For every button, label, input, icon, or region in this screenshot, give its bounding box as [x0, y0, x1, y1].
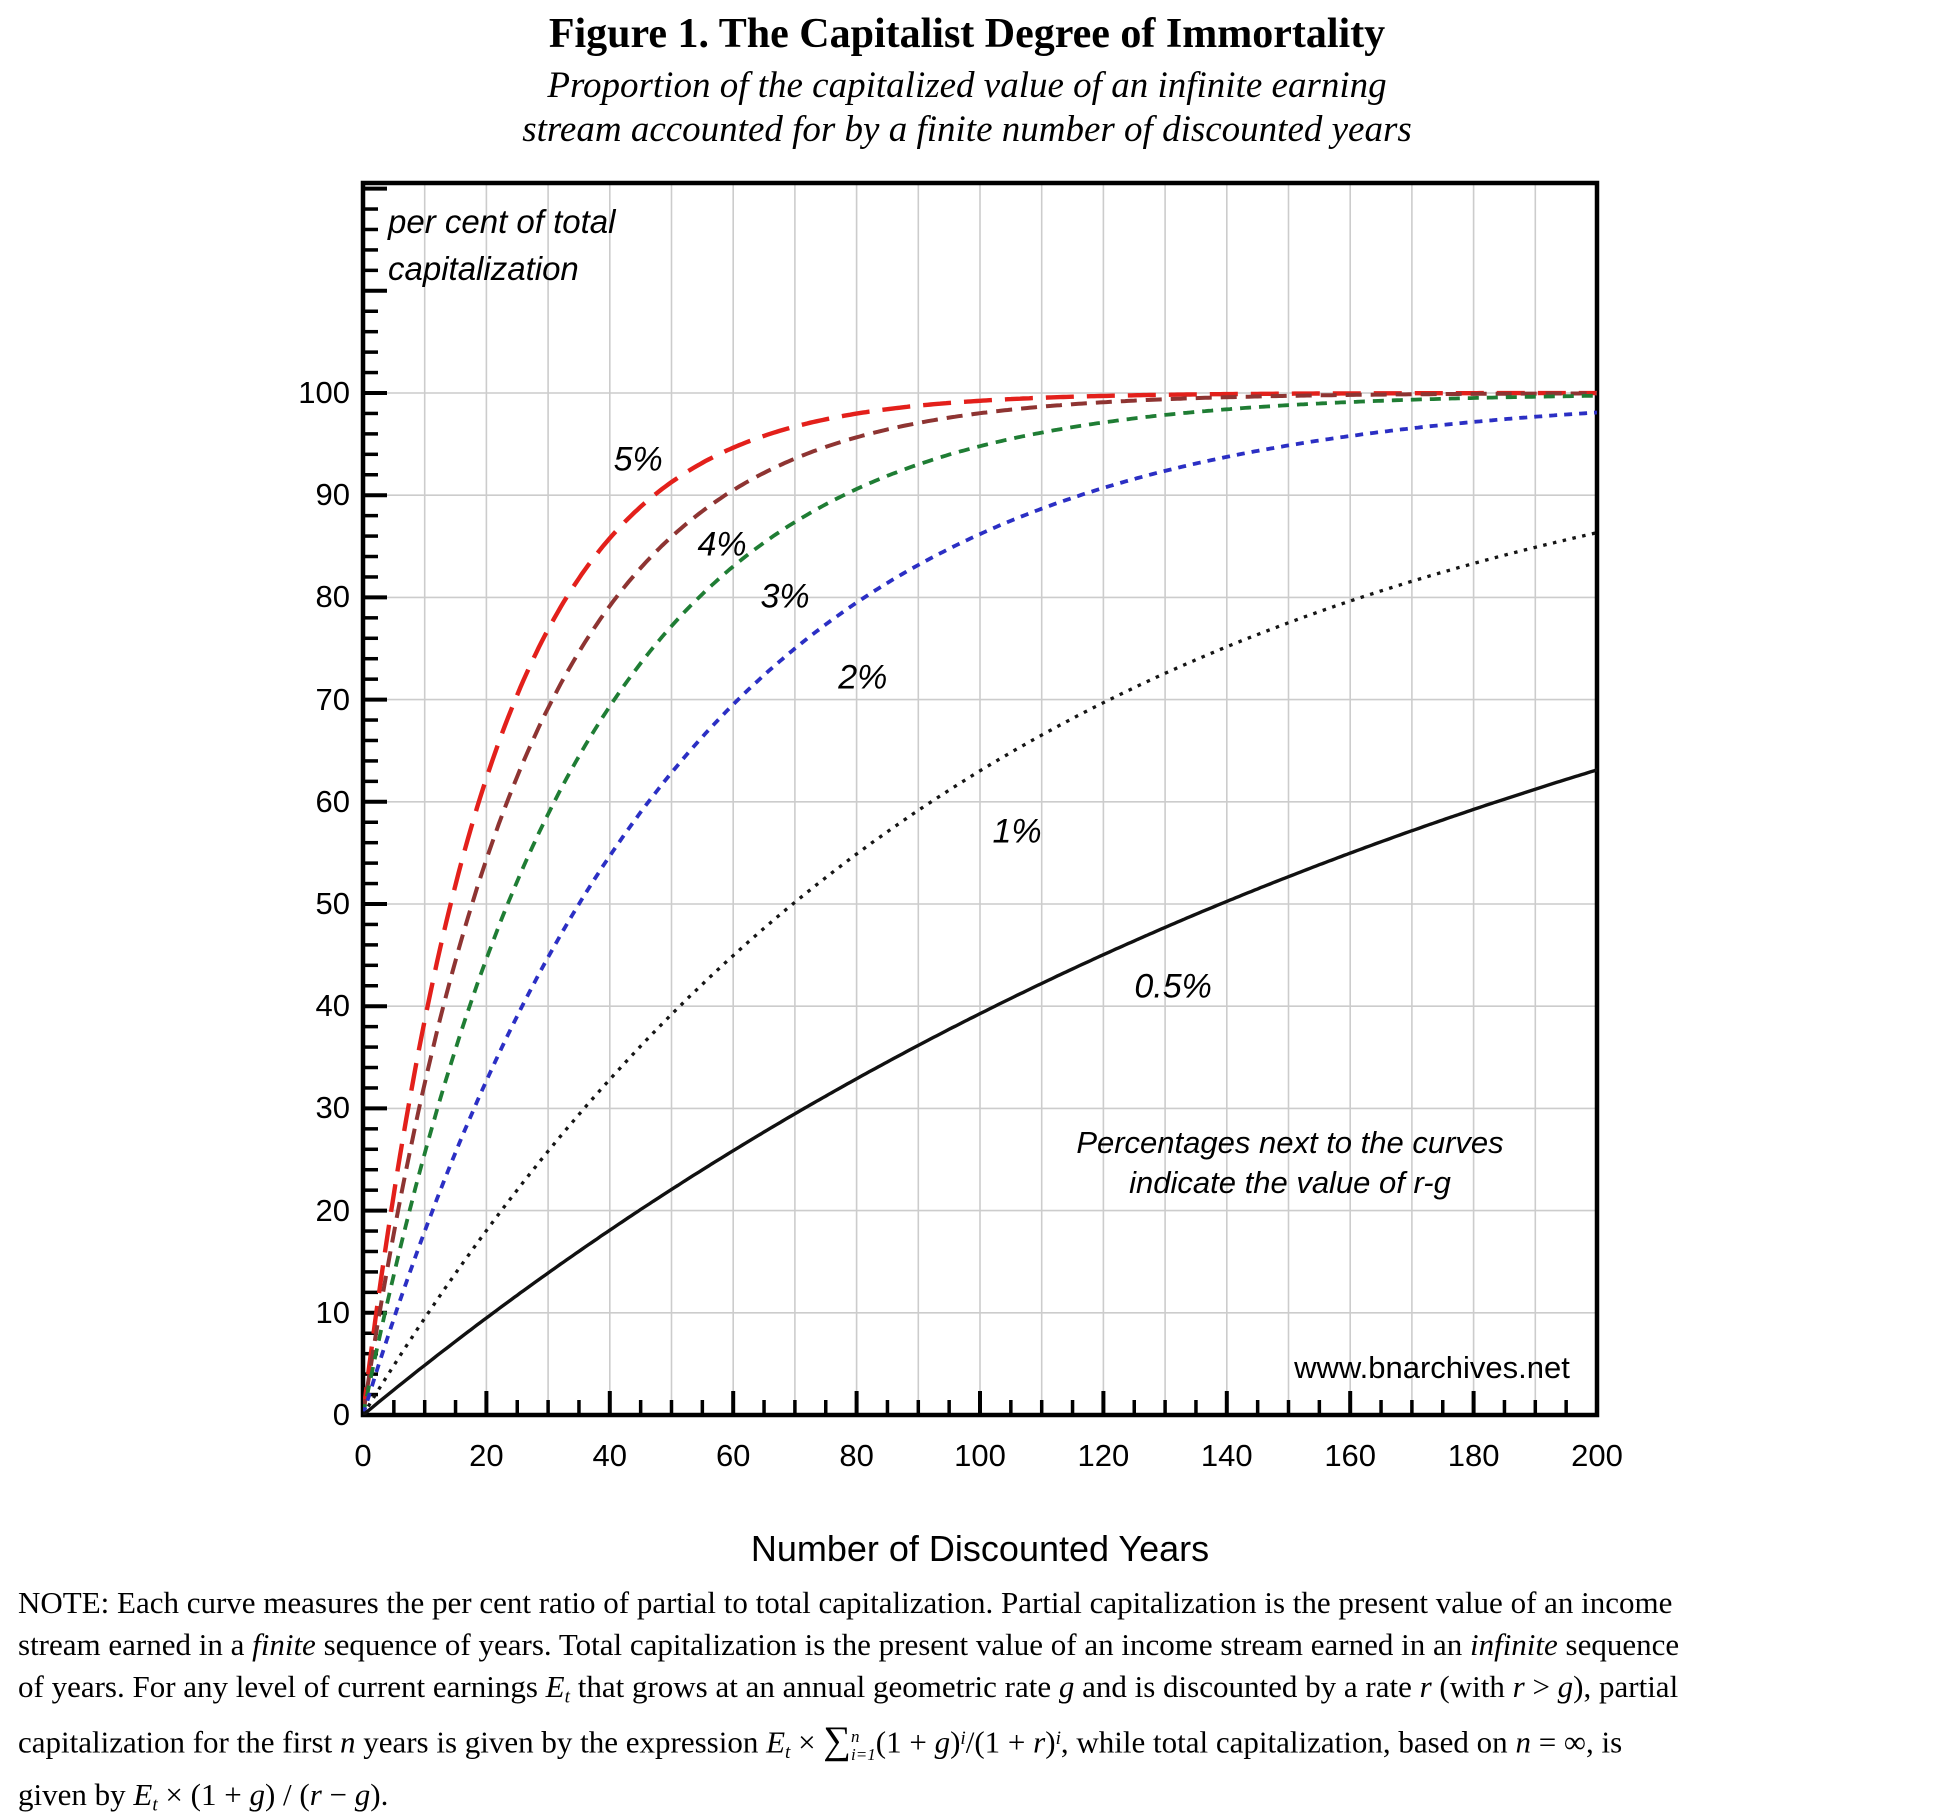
curve-label-2%: 2%	[838, 658, 888, 697]
y-axis-unit-label-line2: capitalization	[388, 250, 579, 287]
x-tick-label-180: 180	[1447, 1438, 1500, 1473]
x-axis-title: Number of Discounted Years	[750, 1528, 1210, 1569]
curve-label-5%: 5%	[613, 440, 663, 479]
y-tick-label-0: 0	[332, 1397, 350, 1432]
note-line-3: of years. For any level of current earnings $E_t$ that grows at an annual geometric rate g and is discounted by a rate r (with r > g), partial	[18, 1669, 1679, 1708]
x-tick-label-60: 60	[715, 1438, 751, 1473]
y-tick-label-90: 90	[315, 477, 350, 513]
figure-subtitle-line1: Proportion of the capitalized value of an infinite earning	[547, 65, 1387, 106]
note-line-4: capitalization for the first n years is given by the expression $E_t$ × ∑ n i=1 $(1 + g)^i/(1 + r)^i$, while total capitalization, based on n = ∞, is	[18, 1719, 1623, 1765]
y-axis-unit-label-line1: per cent of total	[388, 203, 616, 240]
y-tick-label-60: 60	[315, 783, 350, 819]
note-block	[18, 1582, 1920, 1812]
x-tick-label-100: 100	[954, 1438, 1006, 1473]
watermark-url: www.bnarchives.net	[1294, 1350, 1570, 1385]
note-line-5: given by $E_t \times (1 + g) / (r - g)$.	[18, 1777, 389, 1812]
x-tick-label-80: 80	[839, 1438, 874, 1473]
note-line-1: NOTE: Each curve measures the per cent ratio of partial to total capitalization. Partial capitalization is the present value of an income	[18, 1585, 1673, 1620]
y-tick-label-50: 50	[315, 886, 350, 921]
y-axis-unit-label	[388, 198, 615, 292]
sum-expression: ∑ n i=1	[823, 1719, 876, 1765]
y-tick-label-10: 10	[315, 1294, 350, 1330]
annotation-line1: Percentages next to the curves	[1076, 1125, 1504, 1160]
y-tick-label-80: 80	[315, 579, 350, 615]
x-tick-label-120: 120	[1077, 1438, 1130, 1473]
x-tick-label-160: 160	[1324, 1438, 1377, 1473]
y-tick-label-30: 30	[315, 1090, 350, 1126]
note-line-2: stream earned in a finite sequence of years. Total capitalization is the present value of an income stream earned in an infinite sequence	[18, 1627, 1680, 1662]
annotation	[1076, 1123, 1503, 1203]
x-tick-label-140: 140	[1200, 1438, 1253, 1473]
curve-label-4%: 4%	[697, 525, 747, 564]
x-tick-label-20: 20	[469, 1438, 504, 1473]
y-tick-label-20: 20	[315, 1192, 350, 1228]
x-tick-label-200: 200	[1571, 1438, 1623, 1473]
x-tick-label-40: 40	[592, 1438, 628, 1473]
annotation-line2: indicate the value of r-g	[1129, 1165, 1451, 1200]
y-tick-label-100: 100	[298, 375, 350, 410]
figure-subtitle-line2: stream accounted for by a finite number of discounted years	[522, 109, 1412, 150]
y-tick-label-40: 40	[315, 988, 350, 1024]
curve-label-0.5%: 0.5%	[1134, 967, 1212, 1006]
curve-label-3%: 3%	[760, 577, 810, 616]
x-tick-label-0: 0	[354, 1438, 372, 1473]
curve-label-1%: 1%	[992, 812, 1042, 851]
y-tick-label-70: 70	[315, 681, 350, 717]
figure-title: Figure 1. The Capitalist Degree of Immortality	[548, 11, 1386, 57]
